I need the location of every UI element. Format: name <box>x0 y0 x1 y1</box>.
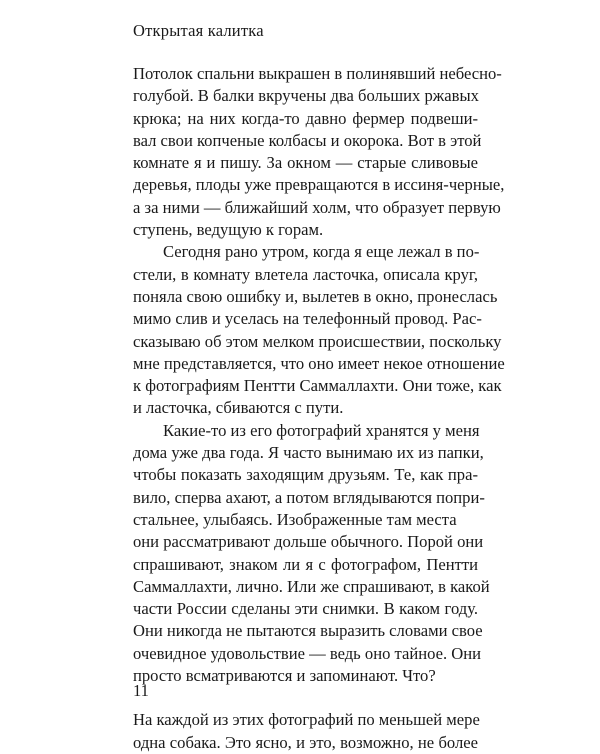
text-line: деревья, плоды уже превращаются в иссиня-черные, <box>133 175 505 195</box>
text-line: мне представляется, что оно имеет некое отношение <box>133 353 505 373</box>
text-line: одна собака. Это ясно, и это, возможно, не более <box>133 732 478 752</box>
text-line: мимо слив и уселась на телефонный провод. Рас- <box>133 309 482 329</box>
text-line: стели, в комнату влетела ласточка, описала круг, <box>133 264 478 284</box>
paragraph-1 <box>133 63 505 241</box>
text-line: спрашивают, знаком ли я с фотографом, Пентти <box>133 554 478 574</box>
text-line: комнате я и пишу. За окном — старые сливовые <box>133 153 478 173</box>
text-line: Они никогда не пытаются выразить словами свое <box>133 621 483 641</box>
running-head: Открытая калитка <box>133 21 264 40</box>
paragraph-3 <box>133 420 490 688</box>
text-line: На каждой из этих фотографий по меньшей мере <box>133 710 480 730</box>
text-line: части России сделаны эти снимки. В каком году. <box>133 599 478 619</box>
text-line: сказываю об этом мелком происшествии, поскольку <box>133 331 502 351</box>
text-line: они рассматривают дольше обычного. Порой они <box>133 532 484 552</box>
text-line: вило, сперва ахают, а потом вглядываются попри- <box>133 487 485 507</box>
text-line: ступень, ведущую к горам. <box>133 220 324 240</box>
text-line: Саммаллахти, лично. Или же спрашивают, в какой <box>133 576 490 596</box>
text-line: Потолок спальни выкрашен в полинявший небесно- <box>133 64 502 83</box>
text-line: а за ними — ближайший холм, что образует первую <box>133 197 501 217</box>
text-line: очевидное удовольствие — ведь оно тайное. Они <box>133 643 482 663</box>
text-line: Какие-то из его фотографий хранятся у меня <box>163 420 480 440</box>
text-line: просто всматриваются и запоминают. Что? <box>133 666 436 686</box>
text-line: Сегодня рано утром, когда я еще лежал в по- <box>163 242 480 262</box>
text-line: поняла свою ошибку и, вылетев в окно, пронеслась <box>133 286 498 306</box>
text-line: дома уже два года. Я часто вынимаю их из папки, <box>133 443 484 463</box>
body-text <box>133 63 505 754</box>
paragraph-4 <box>133 709 478 754</box>
text-line: к фотографиям Пентти Саммаллахти. Они тоже, как <box>133 376 502 396</box>
text-line: вал свои копченые колбасы и окорока. Вот в этой <box>133 130 482 150</box>
text-line: крюка; на них когда-то давно фермер подвеши- <box>133 108 478 128</box>
paragraph-2 <box>133 241 505 419</box>
text-line: голубой. В балки вкручены два больших ржавых <box>133 86 479 106</box>
text-line: чтобы показать заходящим друзьям. Те, как пра- <box>133 465 478 485</box>
text-line: стальнее, улыбаясь. Изображенные там места <box>133 509 457 529</box>
text-line: и ласточка, сбиваются с пути. <box>133 398 344 418</box>
page-number: 11 <box>133 681 149 700</box>
